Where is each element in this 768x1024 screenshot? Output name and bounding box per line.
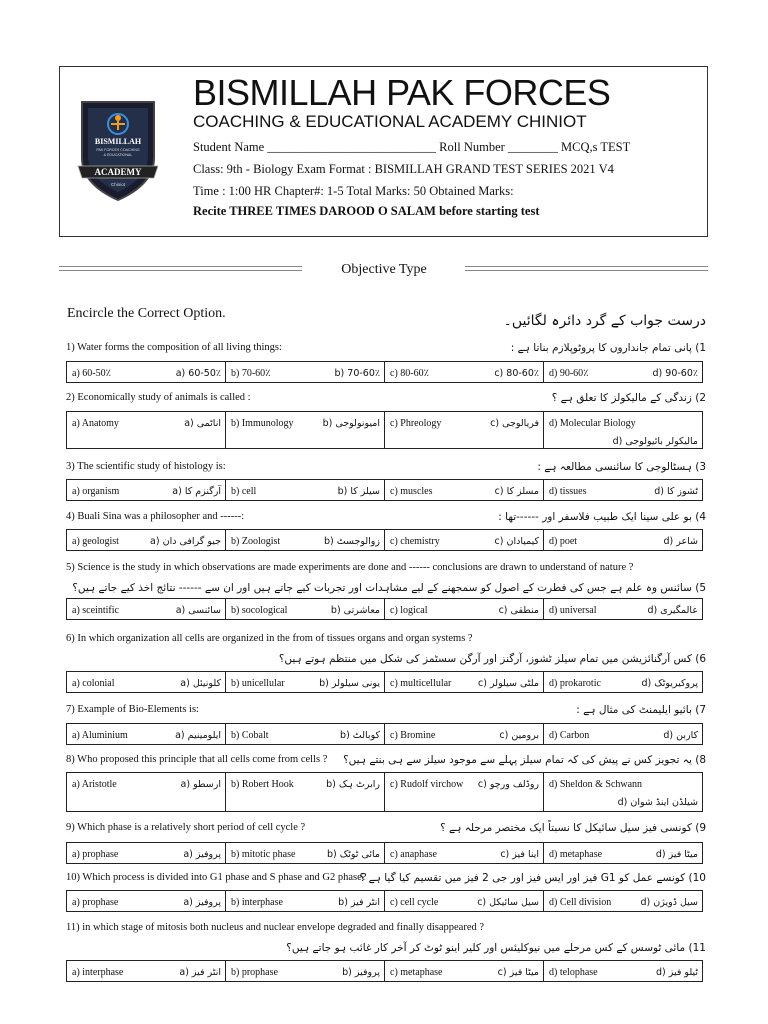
option-label-english: a) Aluminium (72, 730, 128, 741)
option-label-urdu: a) 60-50٪ (175, 368, 221, 379)
option-label-english: b) interphase (231, 897, 283, 908)
option-a[interactable] (67, 530, 226, 550)
option-label-urdu: پروفیز (b (342, 967, 380, 978)
question-text-urdu: 8) یہ تجویز کس نے پیش کی کہ تمام سیلز پہلے سے موجود سیلز سے ہی بنتے ہیں؟ (343, 754, 706, 766)
question-text-english: 7) Example of Bio-Elements is: (66, 704, 199, 715)
option-b[interactable] (226, 480, 385, 500)
option-label-english: b) Robert Hook (231, 779, 294, 790)
options-row (66, 890, 703, 912)
option-label-urdu: ٹشوز کا (d (654, 486, 698, 497)
question-text-english: 11) in which stage of mitosis both nucleus and nuclear envelope degraded and finally disappeared ? (66, 922, 485, 933)
option-c[interactable] (385, 530, 544, 550)
option-label-english: c) muscles (390, 486, 433, 497)
question-text-english: 4) Buali Sina was a philosopher and ------: (66, 511, 245, 522)
option-label-english: d) universal (549, 605, 597, 616)
question-text-english: 9) Which phase is a relatively short period of cell cycle ? (66, 822, 306, 833)
option-d[interactable] (544, 412, 702, 448)
question-text-urdu: 9) کونسی فیز سیل سائیکل کا نسبتاً ایک مختصر مرحلہ ہے ؟ (440, 822, 706, 834)
question-text-urdu: 1) پانی تمام جانداروں کا پروٹوپلازم بناتا ہے : (510, 342, 706, 354)
option-d[interactable] (544, 530, 702, 550)
option-label-english: c) metaphase (390, 967, 443, 978)
option-label-english: b) mitotic phase (231, 849, 296, 860)
option-label-urdu: پروفیز (a (183, 849, 221, 860)
option-a[interactable] (67, 362, 226, 382)
question-text-urdu: 2) زندگی کے مالیکولز کا تعلق ہے ؟ (551, 392, 706, 404)
option-label-urdu: زوالوجسٹ (b (323, 536, 380, 547)
option-label-english: d) prokarotic (549, 678, 601, 689)
option-label-english: d) Cell division (549, 897, 612, 908)
option-c[interactable] (385, 891, 544, 911)
option-label-english: c) multicellular (390, 678, 452, 689)
academy-subtitle: COACHING & EDUCATIONAL ACADEMY CHINIOT (193, 112, 587, 131)
option-label-english: a) prophase (72, 849, 119, 860)
question-text-urdu: 11) مائی ٹوسس کے کس مرحلے میں نیوکلیئس اور کلیر اینو ٹوٹ کر آخر کار غائب ہو جاتے ہیں؟ (286, 942, 706, 954)
question-text-urdu: 5) سائنس وہ علم ہے جس کی فطرت کے اصول کو سمجھنے کے لیے مشاہدات اور تجربات کیے جاتے ہیں اور ان سے ------ نتائج اخذ کیے جاتے ہیں؟ (72, 582, 706, 594)
question-text-urdu: 6) کس آرگنائزیشن میں تمام سیلز ٹشوز، آرگنز اور آرگن سسٹمز کی شکل میں منتظم ہوتے ہیں؟ (278, 653, 706, 665)
recite-line: Recite THREE TIMES DAROOD O SALAM before starting test (193, 204, 540, 218)
academy-title: BISMILLAH PAK FORCES (193, 72, 611, 113)
option-label-urdu: d) 90-60٪ (652, 368, 698, 379)
option-label-urdu: فریالوجی (c (490, 418, 539, 429)
option-b[interactable] (226, 672, 385, 692)
option-label-english: a) colonial (72, 678, 115, 689)
option-label-english: a) 60-50٪ (72, 368, 111, 379)
option-c[interactable] (385, 843, 544, 863)
option-label-urdu: انٹر فیز (a (179, 967, 221, 978)
option-label-urdu: آرگنزم کا (a (172, 486, 221, 497)
option-label-urdu: ٹیلو فیز (d (656, 967, 698, 978)
option-label-urdu: ملٹی سیلولر (c (477, 678, 539, 689)
option-b[interactable] (226, 843, 385, 863)
option-label-english: a) prophase (72, 897, 119, 908)
option-d[interactable] (544, 961, 702, 981)
option-a[interactable] (67, 724, 226, 744)
option-b[interactable] (226, 599, 385, 619)
options-row (66, 772, 703, 812)
option-label-urdu: سیلز کا (b (337, 486, 380, 497)
option-c[interactable] (385, 412, 544, 448)
option-label-english: c) 80-60٪ (390, 368, 429, 379)
option-a[interactable] (67, 961, 226, 981)
instruction-english: Encircle the Correct Option. (67, 306, 226, 321)
option-label-urdu: روڈلف ورچو (c (477, 779, 539, 790)
option-label-urdu: b) 70-60٪ (334, 368, 380, 379)
options-row (66, 671, 703, 693)
option-c[interactable] (385, 672, 544, 692)
option-label-english: c) cell cycle (390, 897, 439, 908)
option-label-english: c) Phreology (390, 418, 442, 429)
option-label-urdu: برومین (c (499, 730, 539, 741)
option-b[interactable] (226, 724, 385, 744)
academy-logo (76, 98, 160, 202)
option-label-urdu: میٹا فیز (d (655, 849, 698, 860)
option-label-english: c) logical (390, 605, 428, 616)
option-c[interactable] (385, 773, 544, 811)
options-row (66, 598, 703, 620)
student-info-line: Student Name ___________________________ Roll Number ________ MCQ,s TEST (193, 140, 631, 154)
question-text-urdu: 10) کونسے عمل کو G1 فیز اور ایس فیز اور جی 2 فیز میں تقسیم کیا گیا ہے ؟ (359, 872, 706, 884)
option-label-english: b) Immunology (231, 418, 294, 429)
option-label-urdu: سیل سائیکل (c (477, 897, 539, 908)
option-c[interactable] (385, 724, 544, 744)
option-label-english: a) Aristotle (72, 779, 117, 790)
option-label-english: b) Zoologist (231, 536, 281, 547)
option-label-urdu: سیل ڈویژن (d (640, 897, 698, 908)
option-label-english: b) 70-60٪ (231, 368, 271, 379)
question-text-english: 8) Who proposed this principle that all cells come from cells ? (66, 754, 328, 765)
option-label-urdu: رابرٹ ہک (b (326, 779, 380, 790)
question-text-english: 5) Science is the study in which observations are made experiments are done and ------ conclusions are drawn to understand of nature ? (66, 562, 634, 573)
option-label-urdu: پروکیریوٹک (d (641, 678, 698, 689)
option-label-urdu: کاربن (d (663, 730, 698, 741)
option-label-urdu: سائنسی (a (175, 605, 221, 616)
option-b[interactable] (226, 362, 385, 382)
option-label-english: a) Anatomy (72, 418, 119, 429)
option-label-english: b) Cobalt (231, 730, 269, 741)
question-text-urdu: 4) بو علی سینا ایک طبیب فلاسفر اور ------تھا : (498, 511, 706, 523)
option-label-english: d) Sheldon & Schwann (549, 779, 643, 790)
class-info-line: Class: 9th - Biology Exam Format : BISMILLAH GRAND TEST SERIES 2021 V4 (193, 162, 614, 176)
option-c[interactable] (385, 961, 544, 981)
option-label-english: a) sceintific (72, 605, 119, 616)
options-row (66, 723, 703, 745)
option-label-urdu: جیو گرافی دان (a (150, 536, 221, 547)
question-text-english: 10) Which process is divided into G1 phase and S phase and G2 phase? (66, 872, 367, 883)
option-label-urdu: اینا فیز (c (500, 849, 539, 860)
option-label-english: d) tissues (549, 486, 587, 497)
logo-line-4: ACADEMY (94, 167, 142, 177)
option-b[interactable] (226, 412, 385, 448)
option-label-english: d) Molecular Biology (549, 418, 636, 429)
option-label-urdu: کیمیادان (c (494, 536, 539, 547)
logo-line-1: BISMILLAH (94, 137, 142, 146)
option-label-urdu: مسلز کا (c (494, 486, 539, 497)
option-d[interactable] (544, 891, 702, 911)
option-label-urdu: یونی سیلولر (b (319, 678, 380, 689)
option-d[interactable] (544, 773, 702, 811)
option-label-english: b) socological (231, 605, 288, 616)
option-a[interactable] (67, 480, 226, 500)
option-c[interactable] (385, 599, 544, 619)
question-text-urdu: 3) ہسٹالوجی کا سائنسی مطالعہ ہے : (537, 461, 706, 473)
options-row (66, 842, 703, 864)
option-label-urdu: کوبالٹ (b (340, 730, 380, 741)
question-text-urdu: 7) بائیو ایلیمنٹ کی مثال ہے : (576, 704, 706, 716)
option-label-urdu: کلونیئل (a (180, 678, 221, 689)
option-label-urdu: میٹا فیز (c (497, 967, 539, 978)
option-label-english: d) telophase (549, 967, 598, 978)
option-c[interactable] (385, 480, 544, 500)
option-label-urdu: انٹر فیز (b (338, 897, 380, 908)
question-text-english: 6) In which organization all cells are organized in the from of tissues organs and organ systems ? (66, 633, 473, 644)
logo-line-2: PAK FORCES COACHING (96, 148, 140, 152)
option-label-english: b) unicellular (231, 678, 285, 689)
option-b[interactable] (226, 773, 385, 811)
option-label-english: c) chemistry (390, 536, 440, 547)
question-text-english: 3) The scientific study of histology is: (66, 461, 226, 472)
option-label-urdu-line2: مالیکولر بائیولوجی (d (612, 436, 698, 447)
question-text-english: 1) Water forms the composition of all living things: (66, 342, 282, 353)
option-c[interactable] (385, 362, 544, 382)
option-label-english: d) poet (549, 536, 578, 547)
logo-line-3: & EDUCATIONAL (103, 153, 133, 157)
option-label-english: c) Bromine (390, 730, 436, 741)
options-row (66, 479, 703, 501)
option-label-english: b) prophase (231, 967, 278, 978)
logo-line-5: Chiniot (110, 182, 126, 187)
option-a[interactable] (67, 672, 226, 692)
option-d[interactable] (544, 480, 702, 500)
option-b[interactable] (226, 961, 385, 981)
options-row (66, 529, 703, 551)
option-a[interactable] (67, 891, 226, 911)
option-label-english: a) organism (72, 486, 120, 497)
options-row (66, 960, 703, 982)
option-a[interactable] (67, 599, 226, 619)
option-label-urdu: c) 80-60٪ (494, 368, 539, 379)
option-label-urdu: معاشرتی (b (330, 605, 380, 616)
option-a[interactable] (67, 412, 226, 448)
instruction-urdu: درست جواب کے گرد دائرہ لگائیں۔ (503, 313, 706, 329)
option-label-urdu: ایلومینیم (a (175, 730, 221, 741)
option-label-english: d) 90-60٪ (549, 368, 589, 379)
option-label-urdu: امیونولوجی (b (322, 418, 380, 429)
option-label-english: a) interphase (72, 967, 124, 978)
option-label-english: d) Carbon (549, 730, 590, 741)
option-label-english: a) geologist (72, 536, 119, 547)
option-d[interactable] (544, 672, 702, 692)
options-row (66, 411, 703, 449)
option-d[interactable] (544, 362, 702, 382)
option-label-urdu: شاعر (d (663, 536, 698, 547)
option-label-urdu: مائی ٹوٹک (b (326, 849, 380, 860)
question-text-english: 2) Economically study of animals is called : (66, 392, 251, 403)
time-info-line: Time : 1:00 HR Chapter#: 1-5 Total Marks: 50 Obtained Marks: (193, 184, 514, 198)
option-a[interactable] (67, 843, 226, 863)
options-row (66, 361, 703, 383)
option-label-english: c) Rudolf virchow (390, 779, 464, 790)
section-title: Objective Type (341, 262, 427, 277)
option-d[interactable] (544, 599, 702, 619)
option-b[interactable] (226, 891, 385, 911)
option-label-urdu: عالمگیری (d (647, 605, 698, 616)
option-a[interactable] (67, 773, 226, 811)
option-label-urdu-line2: شیلڈن اینڈ شوان (d (617, 797, 698, 808)
option-d[interactable] (544, 843, 702, 863)
option-label-urdu: منطقی (c (498, 605, 539, 616)
option-label-english: b) cell (231, 486, 257, 497)
option-b[interactable] (226, 530, 385, 550)
option-label-urdu: اناٹمی (a (184, 418, 221, 429)
option-label-english: c) anaphase (390, 849, 437, 860)
option-label-english: d) metaphase (549, 849, 603, 860)
option-label-urdu: پروفیز (a (183, 897, 221, 908)
option-label-urdu: ارسطو (a (180, 779, 221, 790)
option-d[interactable] (544, 724, 702, 744)
